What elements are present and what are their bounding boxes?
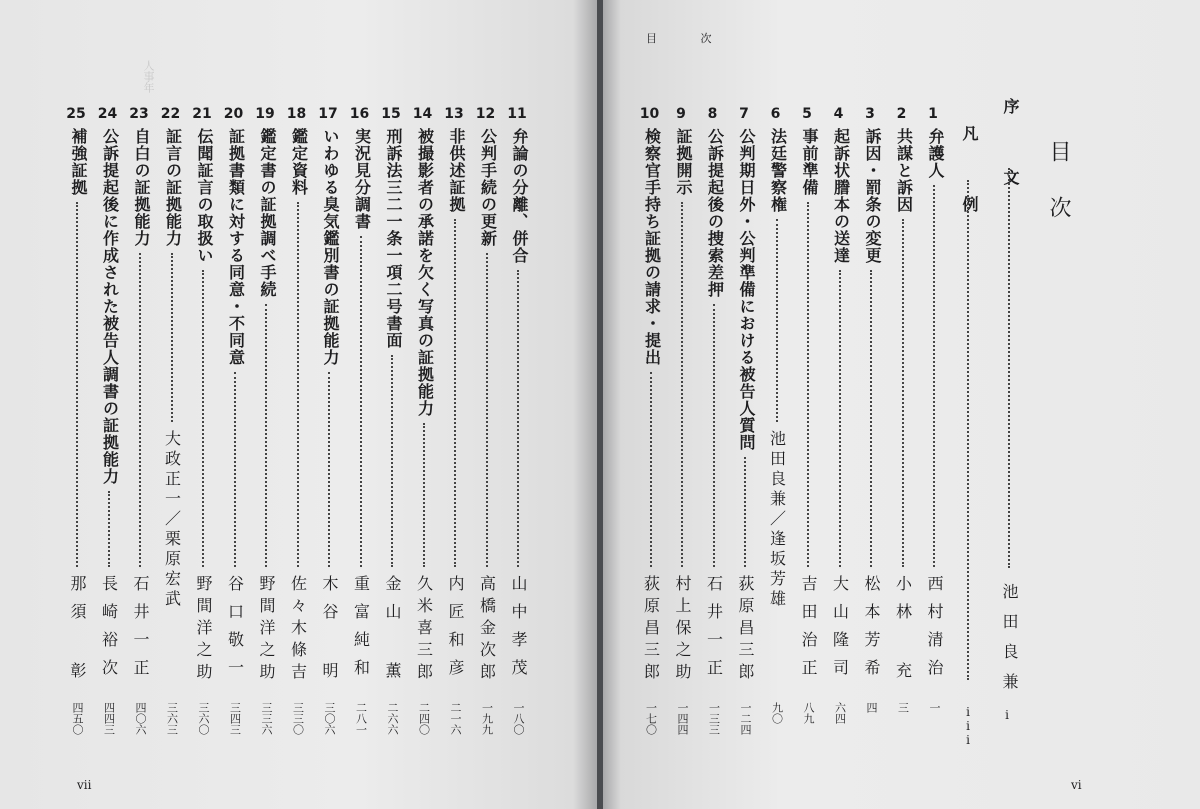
- leader-dots: [681, 202, 683, 567]
- leader-dots: [967, 180, 969, 680]
- entry-title: 公訴提起後の捜索差押: [705, 128, 725, 298]
- leader-dots: [870, 270, 872, 567]
- right-page: [603, 0, 1200, 809]
- entry-author: 大政正一／栗原宏武: [162, 430, 182, 610]
- entry-page-number: 三: [896, 702, 910, 713]
- leader-dots: [713, 304, 715, 567]
- entry-author: 西村清治: [925, 575, 944, 687]
- entry-author: 吉田治正: [799, 575, 818, 687]
- entry-page-number: 一七〇: [644, 702, 658, 735]
- entry-page-number: 一八〇: [512, 702, 525, 735]
- leader-dots: [423, 423, 425, 567]
- entry-number: 12: [475, 106, 496, 122]
- entry-page-number: 一: [928, 702, 941, 713]
- entry-title: 弁護人: [926, 128, 945, 179]
- entry-page-number: 三三六: [260, 702, 273, 735]
- leader-dots: [744, 457, 746, 567]
- entry-page-number: 八九: [802, 702, 815, 724]
- entry-number: 25: [66, 106, 86, 122]
- entry-author: 村上保之助: [673, 575, 692, 685]
- entry-number: 21: [192, 106, 212, 122]
- entry-page-number: 二六六: [386, 702, 399, 735]
- show-through-text: 人事年: [142, 60, 155, 93]
- entry-title: 訴因・罰条の変更: [863, 128, 882, 264]
- entry-author: 那須 彰: [68, 575, 87, 690]
- entry-page-number: 四四三: [102, 702, 116, 735]
- entry-author: 山中孝茂: [509, 575, 528, 687]
- entry-number: 22: [160, 106, 181, 122]
- leader-dots: [517, 270, 519, 567]
- entry-page-number: 二四〇: [417, 702, 431, 735]
- entry-number: 10: [639, 106, 660, 122]
- entry-page-number: 一三三: [707, 702, 721, 735]
- leader-dots: [839, 270, 841, 567]
- entry-number: 6: [770, 106, 781, 122]
- entry-page-number: 四五〇: [71, 702, 84, 735]
- entry-title: 証言の証拠能力: [163, 128, 183, 247]
- leader-dots: [902, 219, 904, 567]
- leader-dots: [650, 372, 652, 567]
- entry-number: 16: [349, 106, 370, 122]
- toc-heading: 目次: [1046, 140, 1071, 252]
- leader-dots: [297, 202, 299, 567]
- entry-author: 内匠和彦: [446, 575, 465, 687]
- entry-number: 14: [412, 106, 433, 122]
- leader-dots: [807, 202, 809, 567]
- entry-number: 8: [707, 106, 718, 122]
- entry-number: 17: [318, 106, 338, 122]
- leader-dots: [139, 253, 141, 567]
- entry-title: 共謀と訴因: [894, 128, 914, 213]
- entry-number: 11: [507, 106, 527, 122]
- left-folio: vii: [77, 778, 92, 792]
- leader-dots: [76, 202, 78, 567]
- entry-author: 石井一正: [131, 575, 150, 687]
- entry-number: 2: [896, 106, 907, 122]
- entry-page-number: 三三〇: [291, 702, 305, 735]
- entry-title: 証拠書類に対する同意・不同意: [226, 128, 246, 366]
- entry-number: 7: [739, 106, 749, 122]
- entry-title: 事前準備: [800, 128, 819, 196]
- entry-page-number: 四: [865, 702, 878, 713]
- entry-title: 刑訴法三二一条一項二号書面: [384, 128, 403, 349]
- entry-number: 19: [255, 106, 275, 122]
- front-page-notes: iii: [961, 705, 975, 747]
- entry-author: 佐々木條吉: [288, 575, 308, 685]
- entry-author: 石井一正: [704, 575, 724, 687]
- entry-title: 実況見分調書: [352, 128, 372, 230]
- entry-number: 20: [223, 106, 244, 122]
- entry-title: 公判手続の更新: [478, 128, 498, 247]
- entry-page-number: 三〇六: [323, 702, 336, 735]
- entry-title: 公訴提起後に作成された被告人調書の証拠能力: [100, 128, 120, 485]
- entry-author: 荻原昌三郎: [736, 575, 755, 685]
- entry-number: 1: [928, 106, 938, 122]
- entry-author: 重富純和: [351, 575, 371, 687]
- leader-dots: [391, 355, 393, 567]
- entry-title: 鑑定資料: [289, 128, 309, 196]
- entry-title: 被撮影者の承諾を欠く写真の証拠能力: [415, 128, 435, 417]
- entry-number: 4: [833, 106, 844, 122]
- entry-page-number: 九〇: [770, 702, 784, 724]
- entry-author: 松本芳希: [862, 575, 881, 687]
- entry-page-number: 六四: [833, 702, 847, 724]
- entry-number: 24: [97, 106, 118, 122]
- front-label-notes: 凡 例: [960, 125, 979, 230]
- entry-page-number: 四〇六: [134, 702, 147, 735]
- leader-dots: [486, 253, 488, 567]
- leader-dots: [454, 219, 456, 567]
- entry-title: 鑑定書の証拠調べ手続: [258, 128, 277, 298]
- entry-title: 公判期日外・公判準備における被告人質問: [737, 128, 756, 451]
- entry-title: 起訴状謄本の送達: [831, 128, 851, 264]
- entry-title: 証拠開示: [674, 128, 693, 196]
- entry-number: 23: [129, 106, 149, 122]
- entry-page-number: 三六〇: [197, 702, 210, 735]
- entry-page-number: 一九九: [480, 702, 494, 735]
- front-page-preface: i: [1000, 708, 1014, 722]
- entry-number: 15: [381, 106, 401, 122]
- entry-page-number: 三六三: [165, 702, 179, 735]
- entry-author: 久米喜三郎: [414, 575, 434, 685]
- leader-dots: [202, 270, 204, 567]
- entry-number: 5: [802, 106, 812, 122]
- leader-dots: [1008, 168, 1010, 568]
- entry-author: 小林 充: [893, 575, 913, 690]
- leader-dots: [776, 219, 778, 422]
- entry-number: 18: [286, 106, 307, 122]
- entry-title: 伝聞証言の取扱い: [195, 128, 214, 264]
- leader-dots: [360, 236, 362, 567]
- entry-title: 補強証拠: [69, 128, 88, 196]
- right-folio: vi: [1071, 778, 1082, 792]
- left-page: [0, 0, 597, 809]
- entry-author: 大山隆司: [830, 575, 850, 687]
- entry-number: 9: [676, 106, 686, 122]
- entry-title: 自白の証拠能力: [132, 128, 151, 247]
- entry-number: 3: [865, 106, 875, 122]
- entry-author: 金山 薫: [383, 575, 402, 690]
- entry-author: 野間洋之助: [194, 575, 213, 685]
- entry-title: 検察官手持ち証拠の請求・提出: [642, 128, 662, 366]
- entry-page-number: 一二四: [739, 702, 752, 735]
- entry-author: 野間洋之助: [257, 575, 276, 685]
- entry-title: 法廷警察権: [768, 128, 788, 213]
- entry-page-number: 一四四: [676, 702, 689, 735]
- entry-author: 長崎裕次: [99, 575, 119, 687]
- entry-page-number: 三四三: [228, 702, 242, 735]
- front-label-preface: 序 文: [1001, 98, 1020, 203]
- leader-dots: [933, 185, 935, 567]
- leader-dots: [265, 304, 267, 567]
- leader-dots: [234, 372, 236, 567]
- entry-title: 弁論の分離、併合: [510, 128, 529, 264]
- running-head: 目 次: [646, 32, 732, 45]
- entry-author: 池田良兼／逢坂芳雄: [767, 430, 787, 610]
- leader-dots: [108, 491, 110, 567]
- entry-page-number: 二一六: [449, 702, 462, 735]
- entry-number: 13: [444, 106, 464, 122]
- entry-author: 高橋金次郎: [477, 575, 497, 685]
- entry-title: いわゆる臭気鑑別書の証拠能力: [321, 128, 340, 366]
- entry-page-number: 二八一: [354, 702, 368, 735]
- entry-author: 谷口敬一: [225, 575, 245, 687]
- entry-author: 荻原昌三郎: [641, 575, 661, 685]
- entry-title: 非供述証拠: [447, 128, 466, 213]
- leader-dots: [171, 253, 173, 422]
- leader-dots: [328, 372, 330, 567]
- entry-author: 木谷 明: [320, 575, 339, 690]
- front-author-preface: 池田良兼: [1000, 583, 1019, 703]
